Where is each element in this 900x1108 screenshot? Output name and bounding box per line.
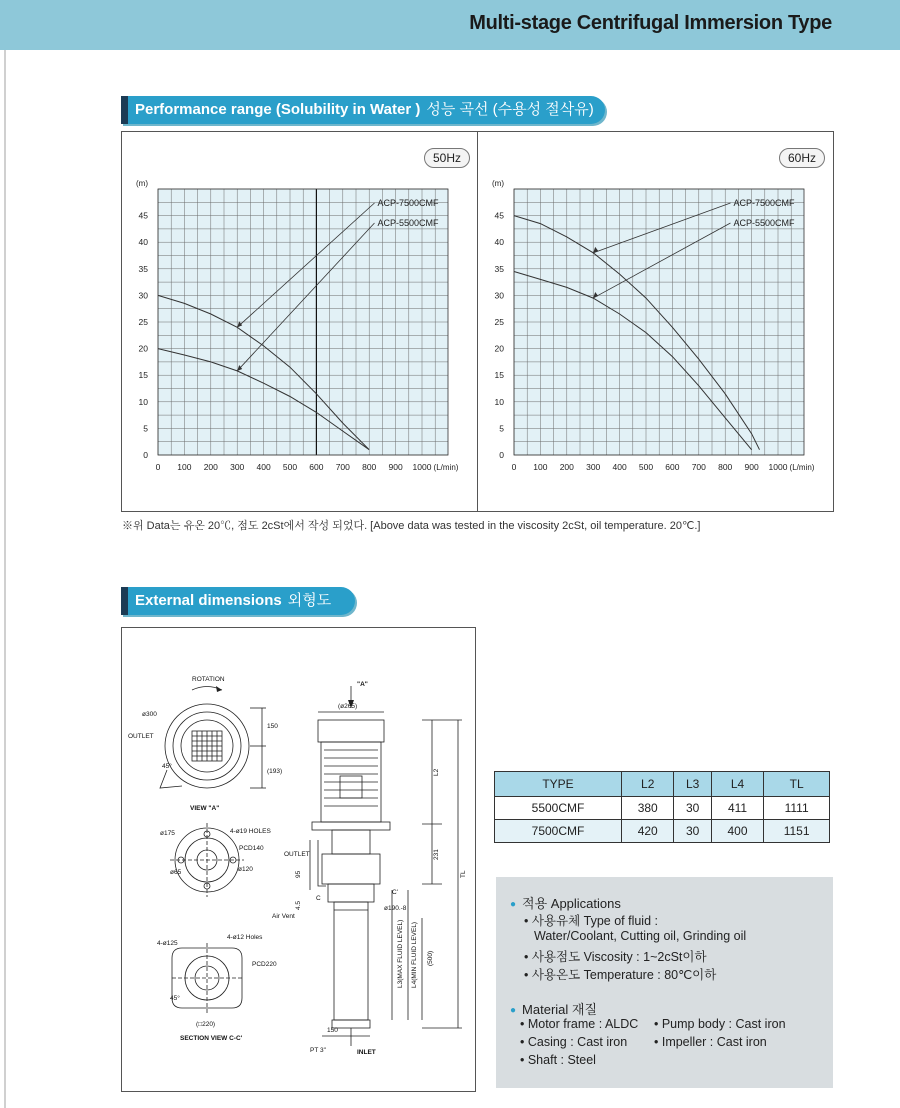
cell-type: 5500CMF	[495, 797, 622, 820]
dimension-drawing	[122, 628, 475, 1091]
y-tick-label: 35	[494, 263, 504, 274]
x-tick-label: 700	[335, 462, 350, 472]
table-row	[495, 797, 830, 820]
label-d265: (ø265)	[338, 703, 358, 710]
y-tick-label: 35	[138, 263, 148, 274]
x-tick-label: 800	[362, 462, 377, 472]
performance-chart-50hz	[121, 131, 476, 510]
y-tick-label: 25	[494, 317, 504, 327]
x-tick-label: 400	[612, 462, 627, 472]
dimensions-section-title-ko: 외형도	[287, 592, 332, 609]
label-sq220: (□220)	[196, 1021, 216, 1028]
label-section-view: SECTION VIEW C-C'	[180, 1035, 243, 1042]
label-inlet: INLET	[357, 1049, 376, 1056]
x-tick-label: 300	[230, 462, 245, 472]
y-tick-label: 20	[138, 343, 148, 354]
applications-heading: ● 적용 Applications	[510, 893, 621, 912]
y-tick-label: 40	[138, 237, 148, 248]
cell-l4: 411	[711, 797, 764, 820]
x-tick-label: 400	[256, 462, 271, 472]
x-tick-label: 900	[388, 462, 403, 472]
material-heading: ● Material 재질	[510, 999, 597, 1018]
spec-table	[494, 771, 830, 843]
page-title: Multi-stage Centrifugal Immersion Type	[469, 12, 832, 34]
performance-section-title: Performance range (Solubility in Water )	[135, 101, 421, 118]
material-line: • Shaft : Steel	[520, 1053, 596, 1067]
label-d125: 4-ø125	[157, 940, 178, 947]
x-unit-label: (L/min)	[433, 463, 459, 472]
dimension-drawing-panel	[121, 627, 476, 1092]
x-tick-label: 100	[177, 462, 192, 472]
label-d65: ø65	[170, 869, 182, 876]
cell-l3: 30	[674, 797, 711, 820]
col-type: TYPE	[495, 772, 622, 797]
material-line: • Pump body : Cast iron	[654, 1017, 786, 1031]
x-tick-label: 0	[155, 462, 161, 472]
label-l2: L2	[433, 768, 440, 776]
x-tick-label: 200	[203, 462, 218, 472]
label-d300: ø300	[142, 711, 157, 718]
y-tick-label: 30	[138, 290, 148, 301]
col-l3: L3	[674, 772, 711, 797]
col-l4: L4	[711, 772, 764, 797]
dimensions-section-tab	[121, 587, 355, 615]
col-tl: TL	[764, 772, 830, 797]
label-view-a: VIEW "A"	[190, 805, 220, 812]
cell-type: 7500CMF	[495, 820, 622, 843]
performance-section-title-ko: 성능 곡선 (수용성 절삭유)	[426, 101, 594, 118]
label-air-vent: Air Vent	[272, 913, 295, 920]
y-tick-label: 0	[143, 450, 148, 460]
y-tick-label: 15	[138, 370, 148, 381]
label-d150b: 150	[327, 1027, 338, 1034]
badge-50hz: 50Hz	[424, 148, 470, 168]
cell-l2: 420	[621, 820, 674, 843]
applications-material-box	[496, 877, 833, 1088]
x-tick-label: 300	[586, 462, 601, 472]
label-d150: 150	[267, 723, 278, 730]
x-tick-label: 500	[282, 462, 298, 472]
label-tl: TL	[460, 870, 467, 878]
label-d231: 231	[433, 849, 440, 860]
y-unit-label: (m)	[492, 179, 504, 188]
y-tick-label: 5	[143, 423, 148, 434]
label-d500: (500)	[427, 950, 434, 966]
application-line: • 사용온도 Temperature : 80℃이하	[524, 968, 717, 982]
y-tick-label: 20	[494, 343, 504, 354]
cell-l4: 400	[711, 820, 764, 843]
y-tick-label: 30	[494, 290, 504, 301]
x-tick-label: 600	[309, 462, 324, 472]
label-d190: ø190.-8	[384, 905, 407, 912]
col-l2: L2	[621, 772, 674, 797]
x-tick-label: 200	[559, 462, 574, 472]
x-tick-label: 500	[638, 462, 654, 472]
application-line: Water/Coolant, Cutting oil, Grinding oil	[534, 929, 747, 943]
cell-tl: 1111	[764, 797, 830, 820]
x-tick-label: 900	[744, 462, 759, 472]
x-tick-label: 600	[665, 462, 680, 472]
y-tick-label: 15	[494, 370, 504, 381]
x-tick-label: 700	[691, 462, 706, 472]
series-label: ACP-7500CMF	[733, 198, 795, 208]
x-tick-label: 0	[511, 462, 517, 472]
label-rotation: ROTATION	[192, 676, 225, 683]
y-tick-label: 10	[494, 396, 504, 407]
material-line: • Motor frame : ALDC	[520, 1017, 639, 1031]
label-outlet2: OUTLET	[284, 851, 310, 858]
cell-l2: 380	[621, 797, 674, 820]
x-unit-label: (L/min)	[789, 463, 815, 472]
x-tick-label: 100	[533, 462, 548, 472]
label-l3: L3(MAX FLUID LEVEL)	[397, 919, 404, 988]
application-line: • 사용점도 Viscosity : 1~2cSt이하	[524, 950, 707, 964]
x-tick-label: 800	[718, 462, 733, 472]
label-d193: (193)	[267, 768, 283, 775]
application-line: • 사용유체 Type of fluid :	[524, 914, 658, 928]
label-holes19: 4-ø19 HOLES	[230, 828, 271, 835]
performance-chart-60hz	[477, 131, 832, 510]
label-d175: ø175	[160, 830, 175, 837]
test-condition-footnote: ※위 Data는 유온 20℃, 점도 2cSt에서 작성 되었다. [Above data was tested in the viscosity 2cSt, oil temperature. 20℃.]	[122, 520, 701, 532]
badge-60hz: 60Hz	[779, 148, 825, 168]
label-c1: C	[316, 895, 321, 902]
label-d120: ø120	[238, 866, 253, 873]
label-d45: 4.5	[295, 900, 302, 910]
page-margin-rule	[4, 50, 6, 1108]
table-row	[495, 820, 830, 843]
cell-tl: 1151	[764, 820, 830, 843]
label-view-a-arrow: "A"	[357, 681, 368, 688]
series-label: ACP-7500CMF	[377, 198, 439, 208]
label-outlet: OUTLET	[128, 733, 154, 740]
dimensions-section-title: External dimensions	[135, 592, 282, 609]
label-l4: L4(MIN FLUID LEVEL)	[411, 921, 418, 988]
y-tick-label: 0	[499, 450, 504, 460]
y-tick-label: 25	[138, 317, 148, 327]
spec-table-header	[495, 772, 830, 797]
label-pt3: PT 3"	[310, 1047, 326, 1054]
y-tick-label: 5	[499, 423, 504, 434]
x-tick-label: 1000	[412, 462, 432, 472]
y-tick-label: 10	[138, 396, 148, 407]
label-holes12: 4-ø12 Holes	[227, 934, 263, 941]
x-tick-label: 1000	[768, 462, 788, 472]
y-tick-label: 40	[494, 237, 504, 248]
label-c2: C'	[392, 889, 398, 896]
label-pcd220: PCD220	[252, 961, 277, 968]
label-pcd140: PCD140	[239, 845, 264, 852]
label-a45: 45°	[162, 763, 172, 770]
material-line: • Casing : Cast iron	[520, 1035, 628, 1049]
cell-l3: 30	[674, 820, 711, 843]
y-unit-label: (m)	[136, 179, 148, 188]
label-d95: 95	[295, 870, 302, 878]
y-tick-label: 45	[494, 210, 504, 221]
y-tick-label: 45	[138, 210, 148, 221]
performance-section-tab	[121, 96, 605, 124]
series-label: ACP-5500CMF	[377, 218, 439, 228]
label-a45b: 45°	[170, 995, 180, 1002]
material-line: • Impeller : Cast iron	[654, 1035, 767, 1049]
series-label: ACP-5500CMF	[733, 218, 795, 228]
